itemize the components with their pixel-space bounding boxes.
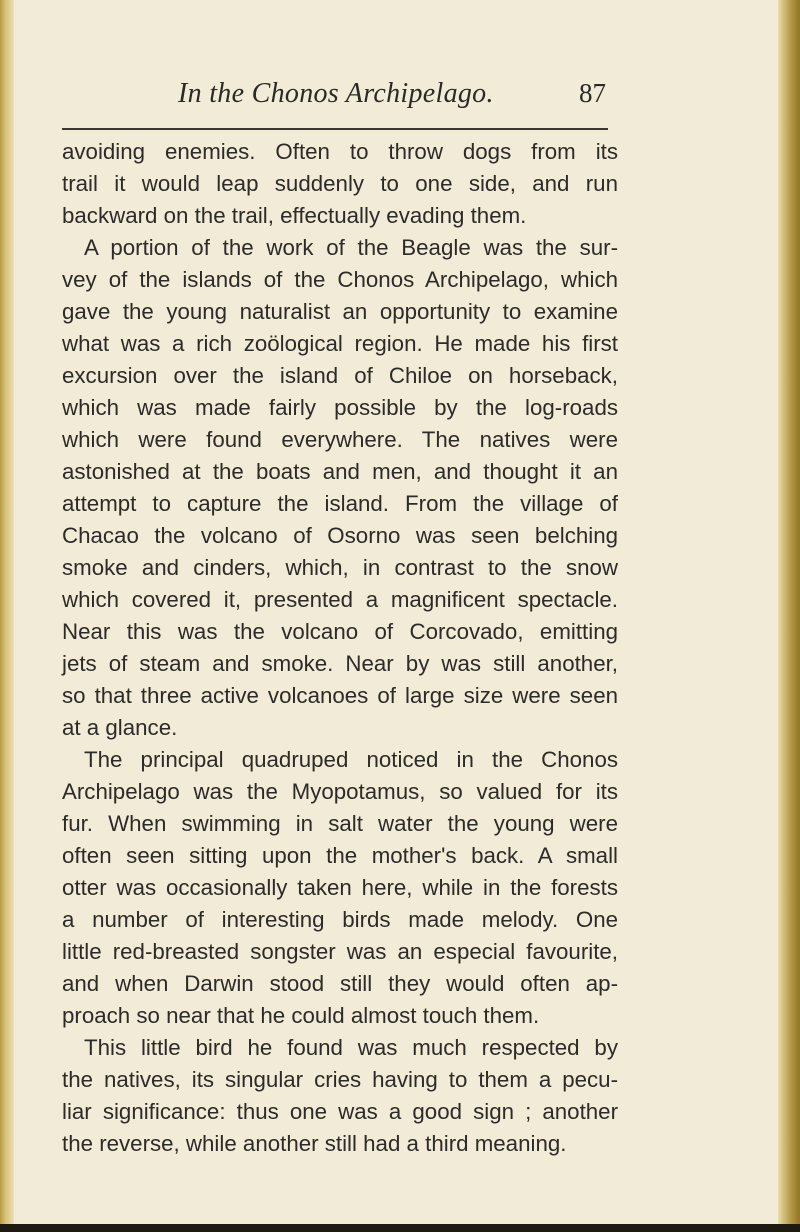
text-line: which covered it, presented a magnificent spectacle. (62, 587, 618, 612)
text-line: liar significance: thus one was a good sign ; another (62, 1099, 618, 1124)
text-line: so that three active volcanoes of large size were seen (62, 683, 618, 708)
text-line: the natives, its singular cries having to them a pecu- (62, 1067, 618, 1092)
text-line: Chacao the volcano of Osorno was seen belching (62, 523, 618, 548)
text-line: A portion of the work of the Beagle was the sur- (84, 235, 618, 260)
page-bottom-edge (0, 1224, 800, 1232)
page-gutter-edge (0, 0, 14, 1232)
text-line: Near this was the volcano of Corcovado, emitting (62, 619, 618, 644)
text-line: at a glance. (62, 715, 178, 740)
text-line: This little bird he found was much respected by (84, 1035, 618, 1060)
text-line: proach so near that he could almost touch them. (62, 1003, 540, 1028)
text-line: gave the young naturalist an opportunity to examine (62, 299, 618, 324)
text-line: fur. When swimming in salt water the young were (62, 811, 618, 836)
text-line: The principal quadruped noticed in the Chonos (84, 747, 618, 772)
text-line: trail it would leap suddenly to one side, and run (62, 171, 618, 196)
text-line: Archipelago was the Myopotamus, so valued for its (62, 779, 618, 804)
text-line: excursion over the island of Chiloe on horseback, (62, 363, 618, 388)
text-line: avoiding enemies. Often to throw dogs from its (62, 139, 618, 164)
text-line: otter was occasionally taken here, while in the forests (62, 875, 618, 900)
text-line: often seen sitting upon the mother's back. A small (62, 843, 618, 868)
text-line: and when Darwin stood still they would often ap- (62, 971, 618, 996)
body-text (62, 136, 618, 1160)
page-fore-edge (778, 0, 800, 1232)
text-line: which was made fairly possible by the log-roads (62, 395, 618, 420)
running-title: In the Chonos Archipelago. (178, 78, 494, 109)
text-line: attempt to capture the island. From the village of (62, 491, 618, 516)
page-number: 87 (579, 78, 606, 108)
text-line: a number of interesting birds made melody. One (62, 907, 618, 932)
header-rule (62, 128, 608, 130)
text-line: little red-breasted songster was an especial favourite, (62, 939, 618, 964)
page-header (60, 78, 606, 118)
text-line: jets of steam and smoke. Near by was still another, (62, 651, 618, 676)
text-line: the reverse, while another still had a third meaning. (62, 1131, 567, 1156)
text-line: vey of the islands of the Chonos Archipelago, which (62, 267, 618, 292)
text-line: what was a rich zoölogical region. He made his first (62, 331, 618, 356)
text-line: astonished at the boats and men, and thought it an (62, 459, 618, 484)
text-line: smoke and cinders, which, in contrast to the snow (62, 555, 618, 580)
text-line: backward on the trail, effectually evading them. (62, 203, 527, 228)
text-line: which were found everywhere. The natives were (62, 427, 618, 452)
